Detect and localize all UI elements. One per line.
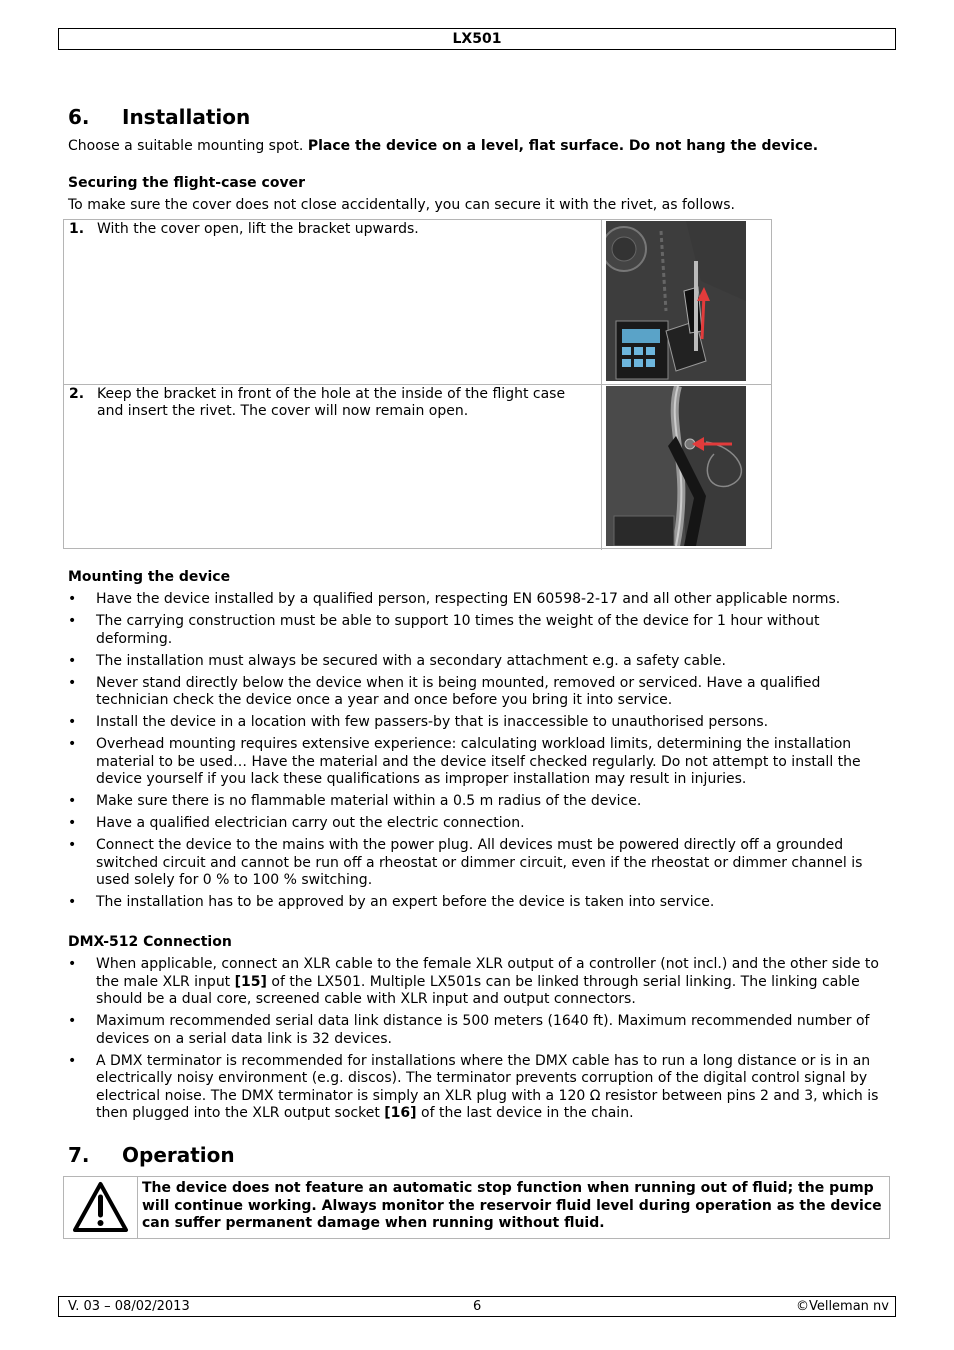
section-heading-installation: [68, 105, 250, 129]
list-text: of the last device in the chain.: [416, 1105, 634, 1121]
list-item: • Connect the device to the mains with the power plug. All devices must be powered directly off a grounded switched circuit and cannot be run off a rheostat or dimmer circuit, even if the rheostat or dimmer channel is used solely for 0 % to 100 % switching.: [68, 837, 883, 890]
page-footer: [58, 1296, 896, 1317]
flightcase-photo-2: [606, 386, 746, 546]
mounting-list: [68, 591, 883, 916]
step-cell: [64, 385, 602, 550]
list-item: • Have a qualified electrician carry out the electric connection.: [68, 815, 883, 833]
warning-text: The device does not feature an automatic stop function when running out of fluid; the pump will continue working. Always monitor the reservoir fluid level during operation as the device can suffer permanent damage when running without fluid.: [142, 1180, 882, 1231]
warning-icon-cell: [64, 1177, 138, 1238]
list-item: • The carrying construction must be able to support 10 times the weight of the device for 1 hour without deforming.: [68, 613, 883, 648]
intro-bold-text: Place the device on a level, flat surface. Do not hang the device.: [307, 138, 819, 154]
list-item: • Make sure there is no flammable material within a 0.5 m radius of the device.: [68, 793, 883, 811]
intro-text: Choose a suitable mounting spot.: [68, 138, 308, 154]
list-item: • Overhead mounting requires extensive experience: calculating workload limits, determining the installation material to be used… Have the material and the device itself checked regularly. Do not attempt to install the device yourself if you lack these qualifications as improper installation may result in injuries.: [68, 736, 883, 789]
steps-table: [63, 219, 772, 549]
step-number: 1.: [69, 221, 85, 237]
section-title: Installation: [122, 105, 251, 129]
flightcase-intro: To make sure the cover does not close accidentally, you can secure it with the rivet, as follows.: [68, 197, 735, 213]
footer-version: V. 03 – 08/02/2013: [68, 1299, 190, 1314]
step-text: With the cover open, lift the bracket upwards.: [97, 221, 419, 237]
step-text: Keep the bracket in front of the hole at the inside of the flight case and insert the rivet. The cover will now remain open.: [97, 386, 566, 419]
footer-copyright: ©Velleman nv: [795, 1299, 889, 1314]
subheading-dmx: DMX-512 Connection: [68, 934, 232, 950]
subheading-flightcase: Securing the flight-case cover: [68, 175, 305, 191]
flightcase-photo-1: [606, 221, 746, 381]
list-text: When applicable, connect an XLR cable to the female XLR output of a controller (not incl.) and the other side to the male XLR input: [96, 956, 879, 990]
list-item: [68, 1053, 883, 1123]
subheading-mounting: Mounting the device: [68, 569, 231, 585]
list-text: of the LX501. Multiple LX501s can be linked through serial linking. The linking cable should be a dual core, screened cable with XLR input and output connectors.: [96, 973, 860, 1007]
section-number: 6.: [68, 105, 90, 129]
installation-intro: [68, 138, 894, 155]
section-heading-operation: [68, 1143, 235, 1167]
list-item: • Have the device installed by a qualified person, respecting EN 60598-2-17 and all other applicable norms.: [68, 591, 883, 609]
step-row: [64, 385, 771, 550]
warning-box: [63, 1176, 890, 1239]
photo-bracket-lift: [606, 221, 746, 381]
list-item: • Never stand directly below the device when it is being mounted, removed or serviced. Have a qualified technician check the device once a year and once before you bring it into service.: [68, 675, 883, 710]
list-item: • Install the device in a location with few passers-by that is inaccessible to unauthorised persons.: [68, 714, 883, 732]
list-text: A DMX terminator is recommended for installations where the DMX cable has to run a long distance or is in an electrically noisy environment (e.g. discos). The terminator prevents corruption of the digital control signal by electrical noise. The DMX terminator is simply an XLR plug with a 120 Ω resistor between pins 2 and 3, which is then plugged into the XLR output socket: [96, 1052, 879, 1121]
reference-number: [15]: [234, 973, 267, 990]
section-number: 7.: [68, 1143, 90, 1167]
list-item: • The installation must always be secured with a secondary attachment e.g. a safety cable.: [68, 653, 883, 671]
footer-page-number: 6: [473, 1299, 482, 1314]
reference-number: [16]: [384, 1105, 417, 1121]
list-item: • Maximum recommended serial data link distance is 500 meters (1640 ft). Maximum recommended number of devices on a serial data link is 32 devices.: [68, 1013, 883, 1048]
list-item: [68, 956, 883, 1009]
step-number: 2.: [69, 386, 85, 402]
dmx-list: [68, 956, 883, 1127]
section-title: Operation: [122, 1143, 235, 1167]
warning-triangle-icon: [64, 1177, 137, 1238]
step-cell: [64, 220, 602, 384]
photo-rivet-insert: [606, 386, 746, 546]
step-row: [64, 220, 771, 385]
list-item: • The installation has to be approved by an expert before the device is taken into service.: [68, 894, 883, 912]
page-header: LX501: [58, 28, 896, 50]
